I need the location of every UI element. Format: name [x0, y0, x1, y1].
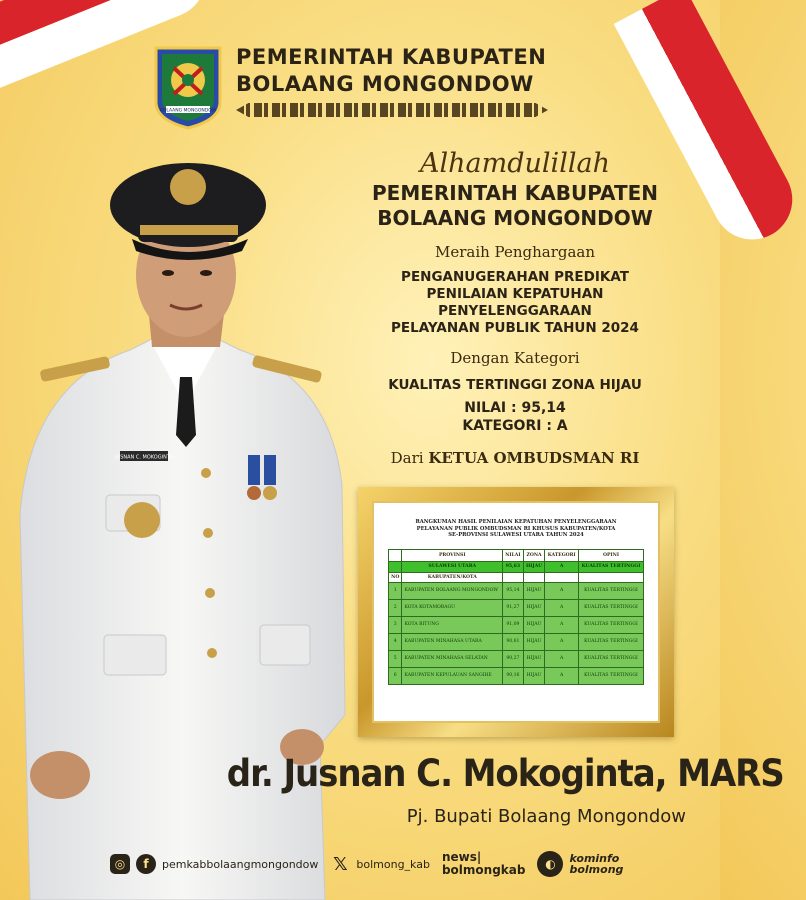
news-logo[interactable] — [442, 851, 526, 877]
from-name: KETUA OMBUDSMAN RI — [428, 449, 640, 467]
greeting: Alhamdulillah — [420, 148, 610, 179]
table-header-kategori: KATEGORI — [545, 549, 579, 561]
certificate-document — [372, 501, 660, 723]
announcement-text — [340, 148, 690, 467]
kominfo-line-1: kominfo — [569, 852, 620, 865]
row-zona: HIJAU — [523, 582, 545, 599]
instagram-icon[interactable]: ◎ — [110, 854, 130, 874]
award-line-1: PENGANUGERAHAN PREDIKAT — [401, 269, 629, 285]
org-name — [340, 181, 690, 231]
row-zona: HIJAU — [523, 633, 545, 650]
x-handle[interactable]: bolmong_kab — [356, 857, 430, 871]
row-nilai: 90,16 — [503, 667, 524, 684]
province-name: SULAWESI UTARA — [402, 561, 503, 572]
footer-x-group[interactable] — [330, 854, 430, 874]
row-no: 3 — [389, 616, 402, 633]
social-footer — [110, 848, 690, 880]
row-nilai: 95,14 — [503, 582, 524, 599]
row-opini: KUALITAS TERTINGGI — [578, 582, 643, 599]
table-row — [389, 582, 644, 599]
row-opini: KUALITAS TERTINGGI — [578, 616, 643, 633]
row-no: 2 — [389, 599, 402, 616]
certificate-frame — [358, 487, 674, 737]
subheader-no: NO — [389, 572, 402, 582]
document-title — [388, 519, 644, 539]
row-nilai: 90,27 — [503, 650, 524, 667]
news-line-2: bolmongkab — [441, 863, 526, 877]
province-row — [389, 561, 644, 572]
row-no: 4 — [389, 633, 402, 650]
award-line-2: PENILAIAN KEPATUHAN — [426, 286, 604, 302]
header-line-2: BOLAANG MONGONDOW — [236, 72, 534, 96]
province-opini: KUALITAS TERTINGGI — [578, 561, 643, 572]
from-prefix: Dari — [390, 449, 424, 467]
row-opini: KUALITAS TERTINGGI — [578, 650, 643, 667]
table-row — [389, 616, 644, 633]
regency-emblem-icon — [152, 44, 224, 130]
row-opini: KUALITAS TERTINGGI — [578, 667, 643, 684]
award-line-3: PENYELENGGARAAN — [438, 303, 592, 319]
subheader-empty — [503, 572, 524, 582]
row-kategori: A — [545, 599, 579, 616]
news-line-1: news| — [441, 850, 482, 864]
row-name: KOTA KOTAMOBAGU — [402, 599, 503, 616]
province-zona: HIJAU — [523, 561, 545, 572]
row-kategori: A — [545, 667, 579, 684]
category-label: KUALITAS TERTINGGI ZONA HIJAU — [388, 377, 642, 393]
achievement-intro: Meraih Penghargaan — [434, 243, 596, 261]
subheader-empty — [545, 572, 579, 582]
row-zona: HIJAU — [523, 616, 545, 633]
score-block — [340, 399, 690, 435]
table-header-nilai: NILAI — [503, 549, 524, 561]
row-opini: KUALITAS TERTINGGI — [578, 599, 643, 616]
score-value: NILAI : 95,14 — [464, 400, 566, 416]
results-table — [388, 549, 644, 685]
row-kategori: A — [545, 582, 579, 599]
category-intro: Dengan Kategori — [450, 349, 580, 367]
row-opini: KUALITAS TERTINGGI — [578, 633, 643, 650]
table-row — [389, 633, 644, 650]
social-handle[interactable]: pemkabbolaangmongondow — [162, 857, 319, 871]
subheader-label: KABUPATEN/KOTA — [402, 572, 503, 582]
table-header-opini: OPINI — [578, 549, 643, 561]
org-line-2: BOLAANG MONGONDOW — [377, 206, 653, 230]
subheader-empty — [523, 572, 545, 582]
official-name: dr. Jusnan C. Mokoginta, MARS — [226, 752, 784, 795]
official-role: Pj. Bupati Bolaang Mongondow — [406, 806, 686, 827]
svg-text:JUSNAN C. MOKOGINTA: JUSNAN C. MOKOGINTA — [115, 454, 173, 461]
header-title — [236, 44, 566, 98]
x-icon[interactable]: 𝕏 — [333, 853, 348, 875]
province-no — [389, 561, 402, 572]
subheader-empty — [578, 572, 643, 582]
row-nilai: 90,61 — [503, 633, 524, 650]
row-name: KABUPATEN KEPULAUAN SANGIHE — [402, 667, 503, 684]
award-line-4: PELAYANAN PUBLIK TAHUN 2024 — [391, 320, 639, 336]
header-line-1: PEMERINTAH KABUPATEN — [236, 45, 547, 69]
province-nilai: 95,63 — [503, 561, 524, 572]
row-name: KABUPATEN BOLAANG MONGONDOW — [402, 582, 503, 599]
table-row — [389, 650, 644, 667]
row-no: 1 — [389, 582, 402, 599]
row-kategori: A — [545, 633, 579, 650]
org-line-1: PEMERINTAH KABUPATEN — [372, 181, 658, 205]
table-header-no — [389, 549, 402, 561]
kominfo-logo[interactable] — [537, 851, 623, 877]
document-title-line-2: PELAYANAN PUBLIK OMBUDSMAN RI KHUSUS KABUPATEN/KOTA — [416, 525, 616, 532]
row-no: 5 — [389, 650, 402, 667]
row-zona: HIJAU — [523, 599, 545, 616]
award-title — [340, 269, 690, 337]
table-row — [389, 667, 644, 684]
row-no: 6 — [389, 667, 402, 684]
row-zona: HIJAU — [523, 650, 545, 667]
kominfo-line-2: bolmong — [569, 863, 624, 876]
row-kategori: A — [545, 616, 579, 633]
row-zona: HIJAU — [523, 667, 545, 684]
subheader-row — [389, 572, 644, 582]
header-ornament — [236, 103, 548, 117]
grade-value: KATEGORI : A — [462, 418, 568, 434]
row-name: KOTA BITUNG — [402, 616, 503, 633]
svg-text:BOLAANG MONGONDOW: BOLAANG MONGONDOW — [159, 108, 217, 114]
facebook-icon[interactable]: f — [136, 854, 156, 874]
row-nilai: 91,27 — [503, 599, 524, 616]
kominfo-icon: ◐ — [537, 851, 563, 877]
table-header-zona: ZONA — [523, 549, 545, 561]
document-title-line-1: RANGKUMAN HASIL PENILAIAN KEPATUHAN PENYELENGGARAAN — [415, 519, 617, 525]
row-name: KABUPATEN MINAHASA SELATAN — [402, 650, 503, 667]
table-row — [389, 599, 644, 616]
document-title-line-3: SE-PROVINSI SULAWESI UTARA TAHUN 2024 — [448, 532, 584, 539]
table-header-province: PROVINSI — [402, 549, 503, 561]
row-nilai: 91,09 — [503, 616, 524, 633]
table-header-row — [389, 549, 644, 561]
footer-social-group[interactable] — [110, 854, 318, 874]
row-name: KABUPATEN MINAHASA UTARA — [402, 633, 503, 650]
from-line — [340, 449, 690, 467]
row-kategori: A — [545, 650, 579, 667]
province-kategori: A — [545, 561, 579, 572]
